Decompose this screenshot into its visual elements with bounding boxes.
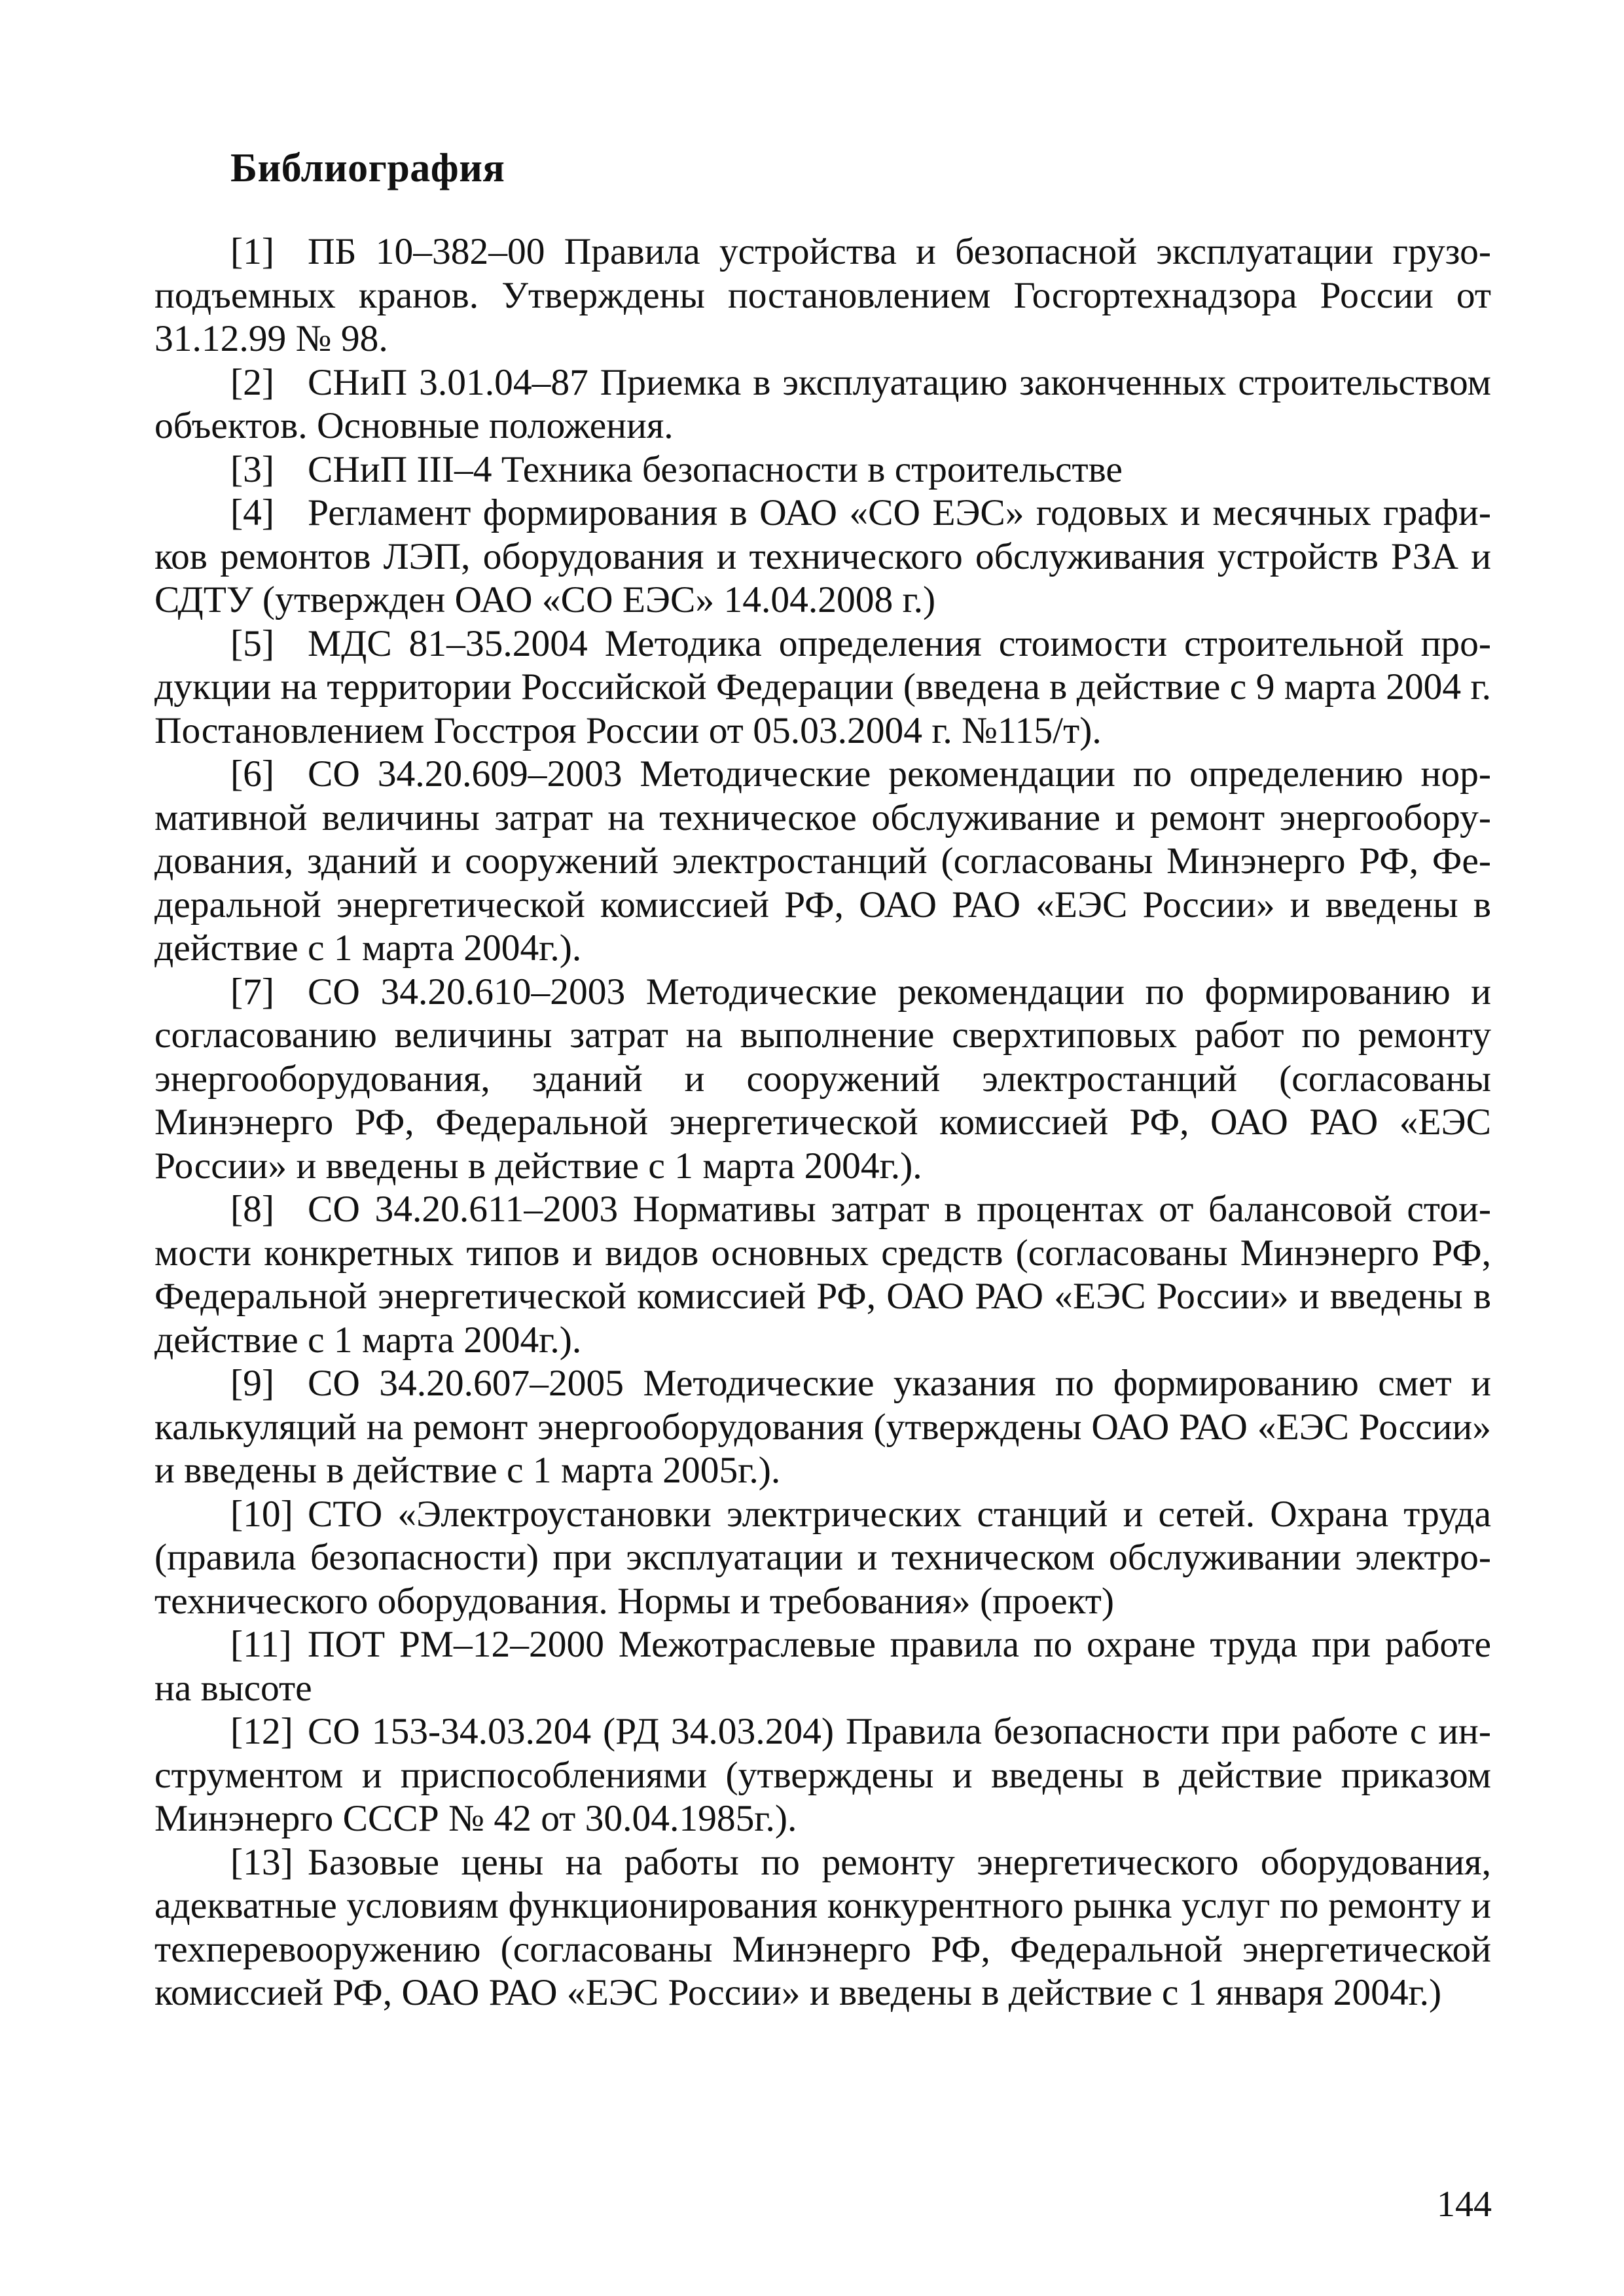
entry-number: [9]	[230, 1363, 275, 1404]
entry-number: [3]	[230, 448, 275, 490]
entry-text: СО 34.20.609–2003 Методические рекомендации по определению нормативной величины затрат на техническое обслуживание и ремонт энергооборудования, зданий и сооружений электростанций (согласованы Минэнерго РФ, Федеральной энергетической комиссией РФ, ОАО РАО «ЕЭС России» и введены в действие с 1 марта 2004г.).	[154, 753, 1491, 969]
entry-text: Базовые цены на работы по ремонту энергетического оборудования, адекватные условиям функционирования конкурентного рынка услуг по ремонту и техперевооружению (согласованы Минэнерго РФ, Федеральной энергетической комиссией РФ, ОАО РАО «ЕЭС России» и введены в действие с 1 января 2004г.)	[154, 1841, 1491, 2013]
bibliography-entry-2	[154, 361, 1491, 448]
entry-text: СТО «Электроустановки электрических станций и сетей. Охрана труда (правила безопасности) при эксплуатации и техническом обслуживании электротехнического оборудования. Нормы и требования» (проект)	[154, 1493, 1491, 1622]
bibliography-entry-13	[154, 1841, 1491, 2015]
bibliography-entry-7	[154, 971, 1491, 1189]
entry-number: [4]	[230, 492, 275, 533]
entry-text: СО 34.20.607–2005 Методические указания по формированию смет и калькуляций на ремонт энергооборудования (утверждены ОАО РАО «ЕЭС России» и введены в действие с 1 марта 2005г.).	[154, 1363, 1491, 1491]
entry-text: ПБ 10–382–00 Правила устройства и безопасной эксплуатации грузоподъемных кранов. Утверждены постановлением Госгортехнадзора России от 31.12.99 № 98.	[154, 231, 1491, 359]
entry-text: СО 34.20.610–2003 Методические рекомендации по формированию и согласованию величины затрат на выполнение сверхтиповых работ по ремонту энергооборудования, зданий и сооружений электростанций (согласованы Минэнерго РФ, Федеральной энергетической комиссией РФ, ОАО РАО «ЕЭС России» и введены в действие с 1 марта 2004г.).	[154, 971, 1491, 1187]
entry-number: [11]	[230, 1624, 292, 1665]
entry-text: ПОТ РМ–12–2000 Межотраслевые правила по охране труда при работе на высоте	[154, 1624, 1491, 1709]
entry-number: [12]	[230, 1711, 293, 1752]
entry-number: [1]	[230, 231, 275, 272]
bibliography-entry-10	[154, 1493, 1491, 1624]
entry-text: СО 34.20.611–2003 Нормативы затрат в процентах от балансовой стоимости конкретных типов и видов основных средств (согласованы Минэнерго РФ, Федеральной энергетической комиссией РФ, ОАО РАО «ЕЭС России» и введены в действие с 1 марта 2004г.).	[154, 1189, 1491, 1361]
entry-number: [13]	[230, 1841, 293, 1883]
bibliography-entry-12	[154, 1710, 1491, 1841]
page-number: 144	[1437, 2184, 1492, 2225]
bibliography-entry-8	[154, 1188, 1491, 1362]
entry-number: [6]	[230, 753, 275, 795]
bibliography-entry-3	[154, 448, 1491, 492]
entry-text: СО 153-34.03.204 (РД 34.03.204) Правила безопасности при работе с инструментом и приспособлениями (утверждены и введены в действие приказом Минэнерго СССР № 42 от 30.04.1985г.).	[154, 1711, 1491, 1839]
entry-number: [2]	[230, 361, 275, 403]
entry-number: [10]	[230, 1493, 293, 1535]
page-title: Библиография	[230, 146, 505, 190]
bibliography-entry-11	[154, 1623, 1491, 1710]
entry-text: СНиП III–4 Техника безопасности в строительстве	[308, 448, 1123, 490]
entry-text: МДС 81–35.2004 Методика определения стоимости строительной продукции на территории Российской Федерации (введена в действие с 9 марта 2004 г. Постановлением Госстроя России от 05.03.2004 г. №115/т).	[154, 622, 1491, 751]
entry-number: [5]	[230, 622, 275, 664]
entry-number: [7]	[230, 971, 275, 1013]
bibliography-entry-9	[154, 1362, 1491, 1493]
bibliography-list	[154, 230, 1491, 2015]
bibliography-entry-4	[154, 492, 1491, 622]
bibliography-entry-1	[154, 230, 1491, 361]
entry-number: [8]	[230, 1189, 275, 1230]
entry-text: Регламент формирования в ОАО «СО ЕЭС» годовых и месячных графиков ремонтов ЛЭП, оборудования и технического обслуживания устройств РЗА и СДТУ (утвержден ОАО «СО ЕЭС» 14.04.2008 г.)	[154, 492, 1491, 620]
bibliography-entry-6	[154, 753, 1491, 971]
bibliography-entry-5	[154, 622, 1491, 753]
entry-text: СНиП 3.01.04–87 Приемка в эксплуатацию законченных строительством объектов. Основные положения.	[154, 361, 1491, 446]
